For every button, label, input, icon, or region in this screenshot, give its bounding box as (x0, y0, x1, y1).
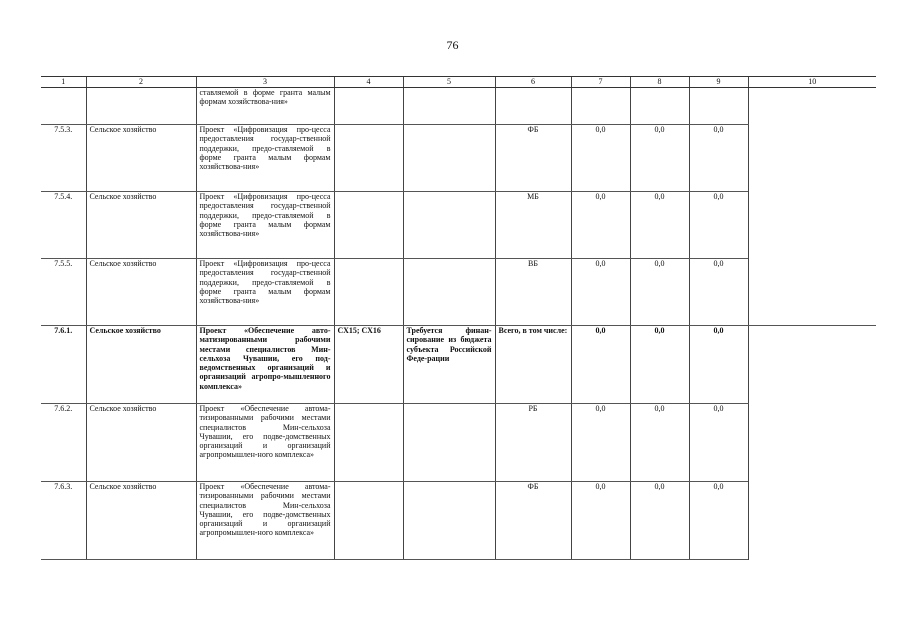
header-cell: 3 (196, 77, 334, 88)
budget-table (41, 76, 876, 560)
row-note (403, 482, 495, 560)
row-code (334, 125, 403, 192)
row-value-7: 0,0 (571, 259, 630, 326)
row-id: 7.5.3. (41, 125, 86, 192)
row-source: РБ (495, 404, 571, 482)
header-cell: 5 (403, 77, 495, 88)
row-value-7: 0,0 (571, 192, 630, 259)
row-value-7 (571, 88, 630, 125)
header-cell: 9 (689, 77, 748, 88)
row-sector: Сельское хозяйство (86, 125, 196, 192)
row-project: Проект «Обеспечение автома-тизированными рабочими местами специалистов Мин-сельхоза Чувашии, его подве-домственных организаций и организаций агропромышлен-ного комплекса» (196, 404, 334, 482)
header-cell: 6 (495, 77, 571, 88)
row-code (334, 259, 403, 326)
page-number: 76 (446, 38, 459, 52)
header-cell: 4 (334, 77, 403, 88)
row-value-9: 0,0 (689, 326, 748, 404)
row-sector: Сельское хозяйство (86, 326, 196, 404)
row-note (403, 125, 495, 192)
row-value-7: 0,0 (571, 125, 630, 192)
row-value-7: 0,0 (571, 326, 630, 404)
row-value-8: 0,0 (630, 259, 689, 326)
row-value-9: 0,0 (689, 482, 748, 560)
row-source: ФБ (495, 482, 571, 560)
row-source: МБ (495, 192, 571, 259)
row-source: ФБ (495, 125, 571, 192)
row-source: Всего, в том числе: (495, 326, 571, 404)
row-value-8: 0,0 (630, 192, 689, 259)
row-project: Проект «Цифровизация про-цесса предоставления государ-ственной поддержки, предо-ставляемой в форме гранта малым формам хозяйствова-ния» (196, 192, 334, 259)
row-value-9: 0,0 (689, 192, 748, 259)
row-sector (86, 88, 196, 125)
row-code (334, 192, 403, 259)
row-value-9: 0,0 (689, 404, 748, 482)
row-value-8: 0,0 (630, 125, 689, 192)
row-project: Проект «Цифровизация про-цесса предоставления государ-ственной поддержки, предо-ставляемой в форме гранта малым формам хозяйствова-ния» (196, 259, 334, 326)
row-value-8: 0,0 (630, 482, 689, 560)
header-cell: 7 (571, 77, 630, 88)
row-code (334, 88, 403, 125)
row-project: ставляемой в форме гранта малым формам хозяйствова-ния» (196, 88, 334, 125)
row-value-9 (689, 88, 748, 125)
row-note (403, 259, 495, 326)
row-project: Проект «Цифровизация про-цесса предоставления государ-ственной поддержки, предо-ставляемой в форме гранта малым формам хозяйствова-ния» (196, 125, 334, 192)
header-cell: 10 (748, 77, 876, 88)
row-source (495, 88, 571, 125)
row-id: 7.6.1. (41, 326, 86, 404)
row-sector: Сельское хозяйство (86, 404, 196, 482)
row-value-9: 0,0 (689, 259, 748, 326)
header-cell: 1 (41, 77, 86, 88)
table-row (41, 326, 876, 404)
row-sector: Сельское хозяйство (86, 482, 196, 560)
row-note: Требуется финан-сирование из бюджета субъекта Российской Феде-рации (403, 326, 495, 404)
row-source: ВБ (495, 259, 571, 326)
header-cell: 2 (86, 77, 196, 88)
header-cell: 8 (630, 77, 689, 88)
row-id (41, 88, 86, 125)
row-note (403, 192, 495, 259)
row-id: 7.6.3. (41, 482, 86, 560)
row-col10 (748, 326, 876, 560)
row-code (334, 404, 403, 482)
row-sector: Сельское хозяйство (86, 259, 196, 326)
row-col10 (748, 88, 876, 326)
row-value-7: 0,0 (571, 404, 630, 482)
row-note (403, 88, 495, 125)
table-row (41, 88, 876, 125)
row-code: СХ15; СХ16 (334, 326, 403, 404)
row-sector: Сельское хозяйство (86, 192, 196, 259)
row-value-8 (630, 88, 689, 125)
table-header-row (41, 77, 876, 88)
row-value-8: 0,0 (630, 404, 689, 482)
row-project: Проект «Обеспечение авто-матизированными рабочими местами специалистов Мин-сельхоза Чувашии, его под-ведомственных организаций и организаций агропро-мышленного комплекса» (196, 326, 334, 404)
row-value-8: 0,0 (630, 326, 689, 404)
row-id: 7.6.2. (41, 404, 86, 482)
row-value-9: 0,0 (689, 125, 748, 192)
row-value-7: 0,0 (571, 482, 630, 560)
row-id: 7.5.5. (41, 259, 86, 326)
row-project: Проект «Обеспечение автома-тизированными рабочими местами специалистов Мин-сельхоза Чувашии, его подве-домственных организаций и организаций агропромышлен-ного комплекса» (196, 482, 334, 560)
row-note (403, 404, 495, 482)
row-id: 7.5.4. (41, 192, 86, 259)
row-code (334, 482, 403, 560)
